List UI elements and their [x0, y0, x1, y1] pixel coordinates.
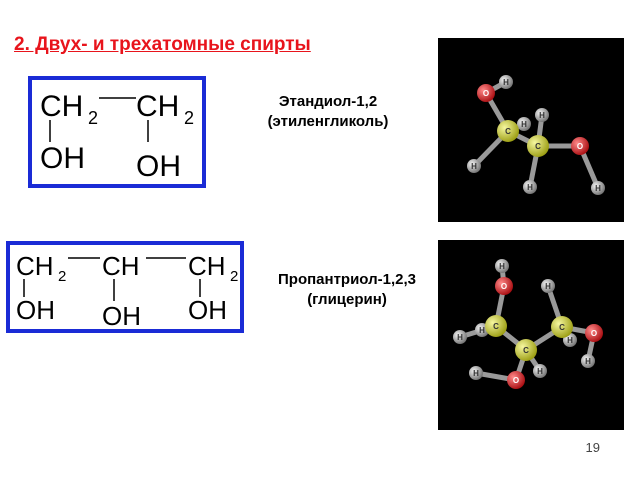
ethanediol-name-line2: (этиленгликоль): [267, 113, 389, 130]
atom-label: O: [590, 329, 598, 338]
atom-label: O: [482, 89, 490, 98]
atom-label: C: [493, 322, 499, 331]
atom-label: H: [585, 357, 591, 366]
page-number: 19: [585, 440, 600, 455]
formula-oh-right: OH: [188, 295, 227, 325]
ethanediol-name: [248, 92, 408, 132]
atom-label: C: [559, 323, 565, 332]
glycerol-ball-stick: [438, 240, 624, 430]
atom-label: H: [473, 369, 479, 378]
glycerol-model: [438, 240, 624, 430]
atom-label: C: [535, 142, 541, 151]
atom-label: H: [471, 162, 477, 171]
atom-label: H: [539, 111, 545, 120]
ethanediol-name-line1: Этандиол-1,2: [278, 93, 378, 110]
formula-subscript: 2: [58, 268, 67, 285]
glycerol-name-line1: Пропантриол-1,2,3: [278, 271, 416, 288]
atom-label: H: [545, 282, 551, 291]
formula-ch2-right: CH: [188, 251, 226, 281]
formula-subscript: 2: [88, 108, 99, 128]
atom-label: H: [521, 120, 527, 129]
formula-oh-right: OH: [136, 150, 181, 183]
formula-oh-left: OH: [40, 142, 85, 175]
glycerol-structure: [10, 245, 248, 337]
formula-subscript: 2: [184, 108, 195, 128]
glycerol-formula-box: [6, 241, 244, 333]
glycerol-name: [262, 270, 432, 310]
ethanediol-ball-stick: [438, 38, 624, 222]
formula-ch2-right: CH: [136, 90, 180, 123]
atom-label: C: [505, 127, 511, 136]
formula-oh-middle: OH: [102, 301, 141, 331]
atom-label: H: [457, 333, 463, 342]
atom-label: H: [527, 183, 533, 192]
atom-label: C: [523, 346, 529, 355]
slide-title: 2. Двух- и трехатомные спирты: [14, 34, 311, 55]
atom-label: O: [500, 282, 508, 291]
atom-label: H: [567, 336, 573, 345]
ethanediol-structure: [32, 80, 210, 192]
atom-label: O: [512, 376, 520, 385]
glycerol-name-line2: (глицерин): [307, 291, 387, 308]
formula-subscript: 2: [230, 268, 239, 285]
formula-oh-left: OH: [16, 295, 55, 325]
formula-ch2-left: CH: [40, 90, 84, 123]
atom-label: H: [499, 262, 505, 271]
ethanediol-model: [438, 38, 624, 222]
atom-label: H: [503, 78, 509, 87]
atom-label: O: [576, 142, 584, 151]
atom-label: H: [479, 326, 485, 335]
atom-label: H: [537, 367, 543, 376]
ethanediol-formula-box: [28, 76, 206, 188]
atom-label: H: [595, 184, 601, 193]
formula-ch-middle: CH: [102, 251, 140, 281]
formula-ch2-left: CH: [16, 251, 54, 281]
